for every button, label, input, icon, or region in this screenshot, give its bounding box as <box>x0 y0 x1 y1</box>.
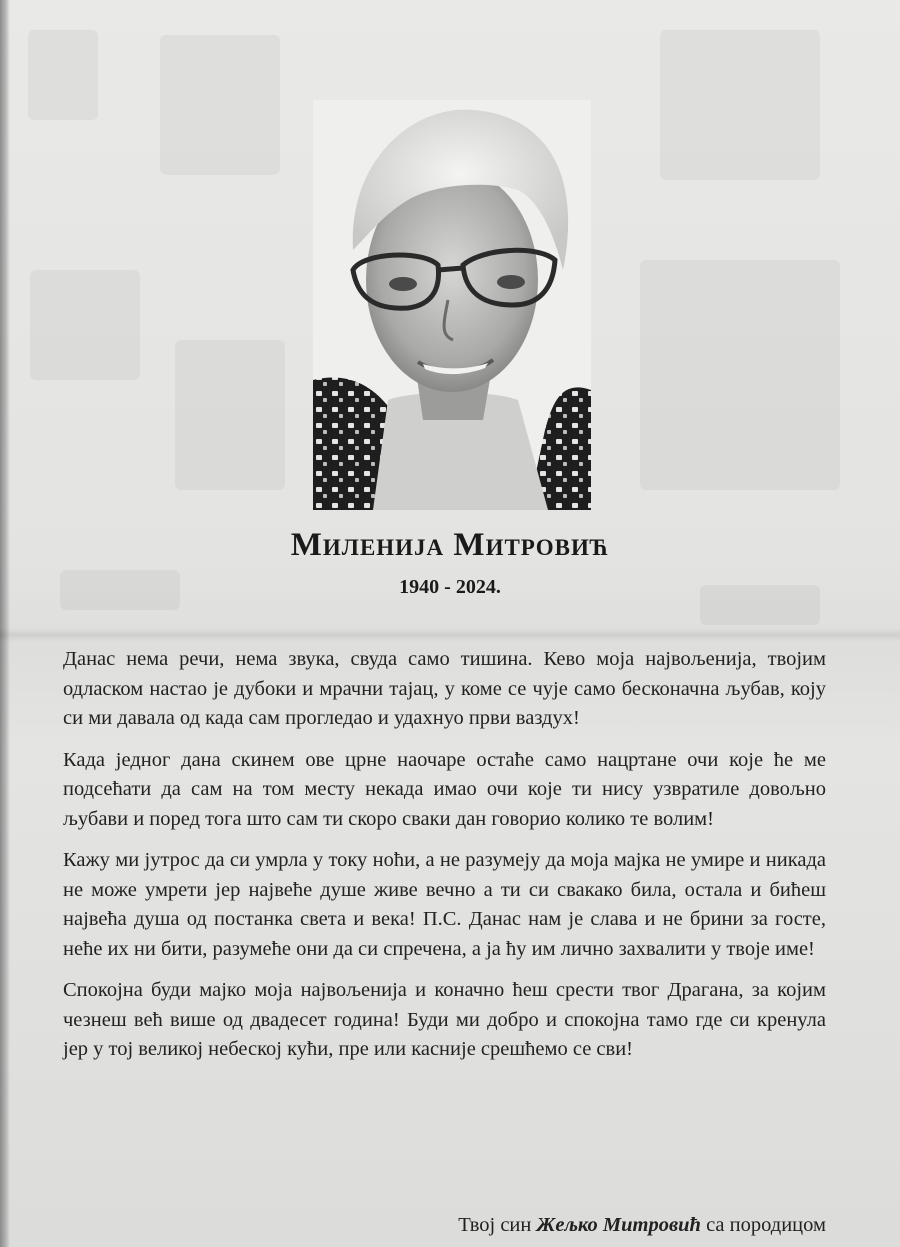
paragraph-3: Кажу ми јутрос да си умрла у току ноћи, а не разумеју да моја мајка не умире и никада не може умрети јер највеће душе живе вечно а ти си свакако била, остала и бићеш највећа душа од постанка света и века! П.С. Данас нам је слава и не брини за госте, неће их ни бити, разумеће они да си спречена, а ја ћу им лично захвалити у твоје име! <box>63 849 826 960</box>
portrait-image <box>313 100 591 510</box>
signature-suffix: са породицом <box>706 1214 826 1236</box>
bleed-through-shape <box>28 30 98 120</box>
bleed-through-shape <box>640 260 840 490</box>
signature-son-name: Жељко Митровић <box>536 1214 701 1236</box>
paragraph-1: Данас нема речи, нема звука, свуда само тишина. Кево моја највољенија, твојим одласком настао је дубоки и мрачни тајац, у коме се чује само бесконачна љубав, коју си ми давала од када сам прогледао и удахнуо први ваздух! <box>63 648 826 729</box>
bleed-through-shape <box>175 340 285 490</box>
signature-line <box>458 1214 826 1237</box>
bleed-through-shape <box>160 35 280 175</box>
paper-edge <box>0 0 10 1247</box>
bleed-through-shape <box>660 30 820 180</box>
life-years: 1940 - 2024. <box>399 576 501 598</box>
paragraph-4: Спокојна буди мајко моја највољенија и коначно ћеш срести твог Драгана, за којим чезнеш већ више од двадесет година! Буди ми добро и спокојна тамо где си кренула јер у тој великој небеској кући, пре или касније срешћемо се сви! <box>63 979 826 1060</box>
paragraph-2: Када једног дана скинем ове црне наочаре остаће само нацртане очи које ће ме подсећати да сам на том месту некада имао очи које ти нису узвратиле довољно љубави и поред тога што сам ти скоро сваки дан говорио колико те волим! <box>63 748 826 830</box>
bleed-through-shape <box>30 270 140 380</box>
portrait-photo <box>313 100 591 510</box>
obituary-text <box>63 645 826 1077</box>
signature-prefix: Твој син <box>458 1214 532 1236</box>
deceased-name: Миленија Митровић <box>290 527 610 563</box>
paper-fold <box>0 628 900 642</box>
